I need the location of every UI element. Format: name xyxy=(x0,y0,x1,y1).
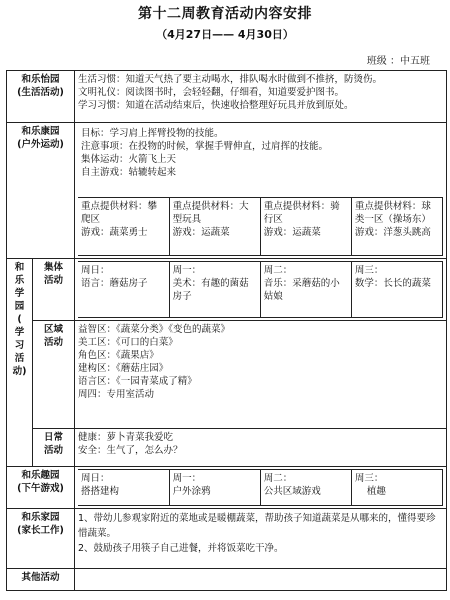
area-activity-label: 区域 活动 xyxy=(33,321,75,429)
fun-day: 周二： 公共区域游戏 xyxy=(260,470,351,506)
outdoor-area: 重点提供材料：攀爬区 游戏：蔬菜勇士 xyxy=(78,198,169,256)
outdoor-areas xyxy=(78,197,443,256)
daily-line: 安全：生气了，怎么办？ xyxy=(78,445,183,456)
area-line: 周四：专用室活动 xyxy=(78,389,155,400)
other-content xyxy=(75,569,447,591)
area-activity-content xyxy=(75,321,447,429)
family-line: 1、带幼儿参观家附近的菜地或是暖棚蔬菜，帮助孩子知道蔬菜是从哪来的，懂得要珍惜蔬菜。 xyxy=(78,513,436,539)
outdoor-label: 和乐康园 (户外运动) xyxy=(7,123,75,259)
class-label: 班级 ：中五班 xyxy=(366,56,430,67)
family-row xyxy=(7,509,447,569)
group-day: 周二： 音乐：采蘑菇的小姑娘 xyxy=(260,262,351,318)
life-content xyxy=(75,71,447,123)
schedule-table xyxy=(6,70,447,591)
group-activity-content xyxy=(75,259,447,321)
study-daily-row xyxy=(7,429,447,467)
date-range: （4月27日—— 4月30日） xyxy=(156,28,294,41)
life-row xyxy=(7,71,447,123)
daily-activity-content xyxy=(75,429,447,467)
group-day: 周日： 语言：蘑菇房子 xyxy=(78,262,169,318)
life-line: 学习习惯：知道在活动结束后，快速收拾整理好玩具并放到原处。 xyxy=(78,100,354,111)
outdoor-row xyxy=(7,123,447,259)
outdoor-content xyxy=(75,123,447,259)
area-line: 益智区：《蔬菜分类》《变色的蔬菜》 xyxy=(78,324,231,335)
area-line: 角色区：《蔬果店》 xyxy=(78,350,159,361)
group-day: 周一： 美术：有趣的菌菇房子 xyxy=(169,262,260,318)
outdoor-area: 重点提供材料：大型玩具 游戏：运蔬菜 xyxy=(169,198,260,256)
area-line: 美工区：《可口的白菜》 xyxy=(78,337,178,348)
study-group-row xyxy=(7,259,447,321)
group-activity-label: 集体 活动 xyxy=(33,259,75,321)
page-title: 第十二周教育活动内容安排 xyxy=(138,6,312,22)
fun-day: 周日： 搭搭建构 xyxy=(78,470,169,506)
outdoor-area: 重点提供材料：球类一区（操场东） 游戏：洋葱头跳高 xyxy=(351,198,442,256)
life-label: 和乐怡园 (生活活动) xyxy=(7,71,75,123)
family-label: 和乐家园 (家长工作) xyxy=(7,509,75,569)
daily-activity-label: 日常 活动 xyxy=(33,429,75,467)
life-line: 文明礼仪：阅读图书时，会轻轻翻，仔细看，知道要爱护图书。 xyxy=(78,87,345,98)
area-line: 建构区：《蘑菇庄园》 xyxy=(78,363,169,374)
other-label: 其他活动 xyxy=(7,569,75,591)
outdoor-area: 重点提供材料：骑行区 游戏：运蔬菜 xyxy=(260,198,351,256)
study-label: 和 乐 学 园 ( 学 习 活 动) xyxy=(7,259,33,467)
fun-content xyxy=(75,467,447,509)
outdoor-line: 目标：学习肩上挥臂投物的技能。 xyxy=(81,128,224,139)
family-content xyxy=(75,509,447,569)
family-line: 2、鼓励孩子用筷子自己进餐，并将饭菜吃干净。 xyxy=(78,543,284,554)
outdoor-line: 注意事项：在投物的时候，掌握手臂伸直，过肩挥的技能。 xyxy=(81,141,329,152)
fun-day: 周一： 户外涂鸦 xyxy=(169,470,260,506)
study-area-row xyxy=(7,321,447,429)
outdoor-line: 集体运动：火箭飞上天 xyxy=(81,154,177,165)
daily-line: 健康：萝卜青菜我爱吃 xyxy=(78,432,174,443)
group-day: 周三： 数学：长长的蔬菜 xyxy=(351,262,442,318)
other-row xyxy=(7,569,447,591)
area-line: 语言区：《一园青菜成了精》 xyxy=(78,376,197,387)
outdoor-line: 自主游戏：轱辘转起来 xyxy=(81,167,177,178)
fun-label: 和乐趣园 (下午游戏) xyxy=(7,467,75,509)
life-line: 生活习惯：知道天气热了要主动喝水，排队喝水时做到不推挤，防烫伤。 xyxy=(78,74,383,85)
fun-day: 周三： 植趣 xyxy=(351,470,442,506)
fun-row xyxy=(7,467,447,509)
